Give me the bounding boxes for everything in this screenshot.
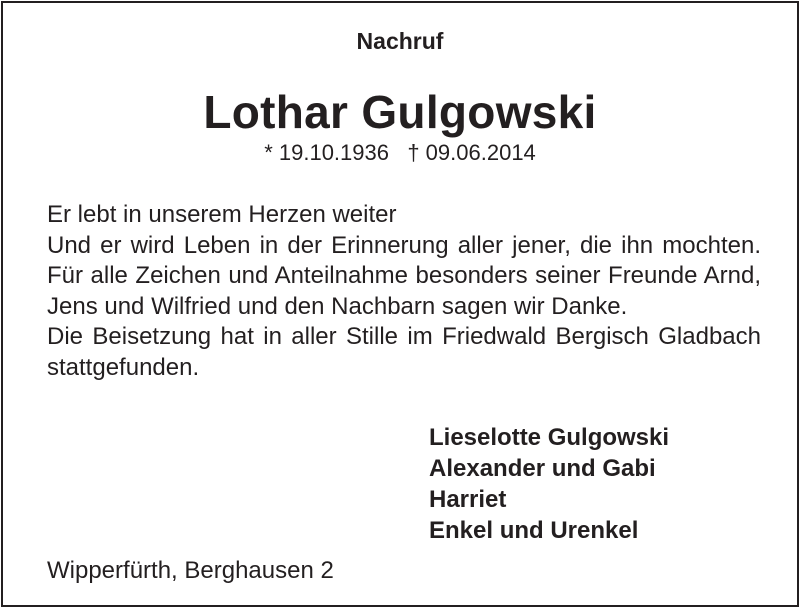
body-paragraph-burial: Die Beisetzung hat in aller Stille im Friedwald Bergisch Gladbach stattgefunden. (47, 323, 761, 381)
notice-body (47, 200, 761, 383)
body-line-motto: Er lebt in unserem Herzen weiter (47, 201, 397, 228)
signature-line: Enkel und Urenkel (429, 517, 639, 544)
family-address: Wipperfürth, Berghausen 2 (47, 557, 334, 584)
signature-line: Harriet (429, 486, 507, 513)
deceased-name: Lothar Gulgowski (203, 86, 597, 138)
signature-line: Alexander und Gabi (429, 455, 656, 482)
signatures (429, 422, 669, 546)
life-dates (3, 140, 797, 166)
obituary-notice (1, 1, 799, 607)
notice-heading: Nachruf (356, 28, 444, 54)
body-paragraph-thanks: Und er wird Leben in der Erinnerung aller jener, die ihn mochten. Für alle Zeichen und Anteilnahme besonders seiner Freunde Arnd, Jens und Wilfried und den Nachbarn sagen wir Danke. (47, 231, 761, 320)
signature-line: Lieselotte Gulgowski (429, 424, 670, 451)
death-date: † 09.06.2014 (407, 140, 536, 165)
birth-date: * 19.10.1936 (264, 140, 389, 165)
